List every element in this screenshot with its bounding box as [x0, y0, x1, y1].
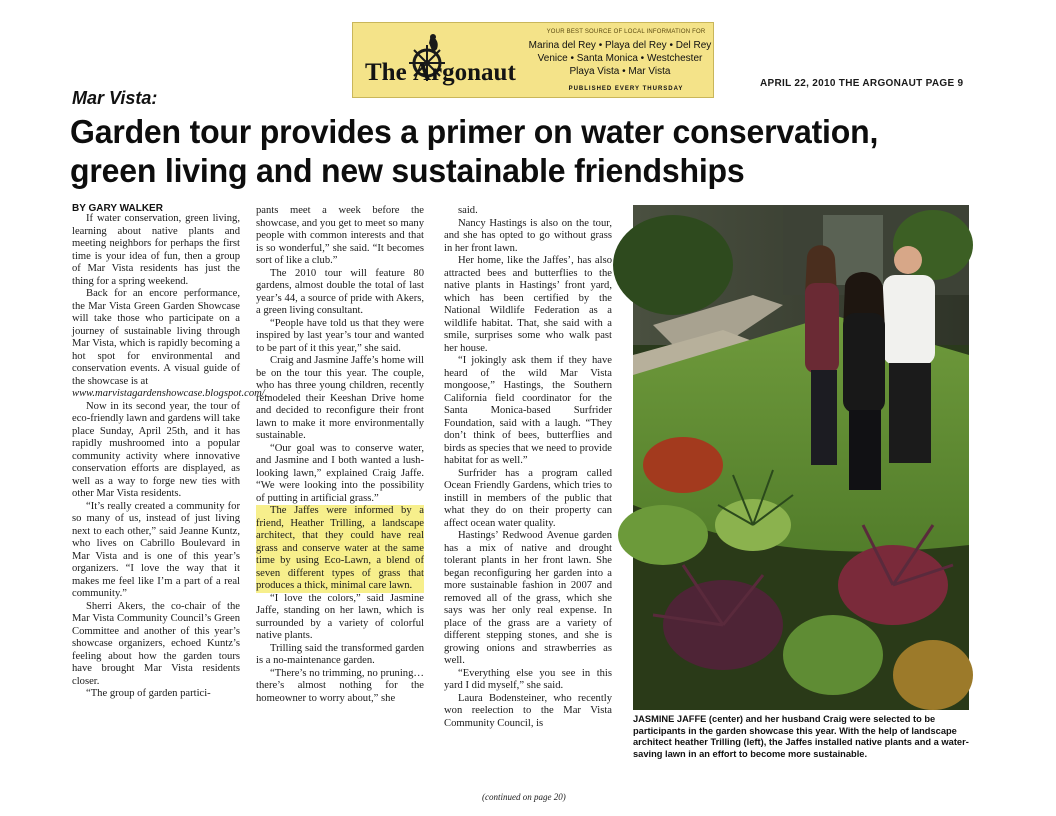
paragraph: Laura Bodensteiner, who recently won reelection to the Mar Vista Community Council, is [444, 692, 612, 729]
argonaut-logo [363, 33, 523, 89]
paragraph: “The group of garden partici- [86, 688, 211, 699]
masthead-area-line: Venice • Santa Monica • Westchester [537, 53, 703, 64]
article-column-2 [256, 205, 424, 795]
paragraph: “I love the colors,” said Jasmine Jaffe, standing on her lawn, which is surrounded by a variety of colorful native plants. [256, 592, 424, 641]
showcase-link[interactable]: www.marvistagardenshowcase.blogspot.com/. [72, 388, 268, 399]
article-column-1 [72, 213, 268, 803]
paragraph: “Our goal was to conserve water, and Jasmine and I both wanted a lush-looking lawn,” explained Craig Jaffe. “We were looking into the possibility of putting in artificial grass.” [256, 442, 424, 504]
paragraph: If water conservation, green living, learning about native plants and meeting neighbors for perhaps the first time is your idea of fun, then a group of Mar Vista residents has just the thing for a spring weekend. [72, 213, 240, 287]
highlighted-paragraph: The Jaffes were informed by a friend, Heather Trilling, a landscape architect, that they could have real grass and conserve water at the same time by using Eco-Lawn, a blend of seven different types of grass that produces a thick, minimal care lawn. [256, 505, 424, 591]
paragraph: Back for an encore performance, the Mar Vista Green Garden Showcase will take those who participate on a journey of sustainable living through Mar Vista, which is rapidly becoming a hot spot for environmental and conservation events. A visual guide of the showcase is at [72, 288, 240, 387]
garden-photo [633, 205, 969, 710]
masthead-the: The [365, 59, 407, 86]
paragraph: Nancy Hastings is also on the tour, and she has opted to go without grass in her front lawn. [444, 217, 612, 254]
paragraph: “I jokingly ask them if they have heard of the wild Mar Vista mongoose,” Hastings, the Southern California field coordinator for the Santa Monica-based Surfrider Foundation, said with a laugh. “They don’t think of bees, butterflies and birds as species that we need to provide habitat for as well.” [444, 355, 612, 466]
paragraph: Hastings’ Redwood Avenue garden has a mix of native and drought tolerant plants in her front lawn. She began reconfiguring her garden into a more sustainable fashion in 2007 and removed all of the grass, which she says was her only real expense. In place of the grass are a variety of different stepping stones, and she is growing onions and strawberries as well. [444, 530, 612, 666]
paragraph: Craig and Jasmine Jaffe’s home will be on the tour this year. The couple, who has three young children, recently remodeled their Keeshan Drive home and decided to reconfigure their front lawn to make it more environmentally sustainable. [256, 355, 424, 441]
masthead-published: PUBLISHED EVERY THURSDAY [568, 86, 684, 92]
paragraph: Trilling said the transformed garden is a no-maintenance garden. [256, 642, 424, 666]
paragraph: said. [458, 205, 478, 216]
paragraph: “Everything else you see in this yard I did myself,” she said. [444, 667, 612, 691]
paragraph: “People have told us that they were inspired by last year’s tour and wanted to be part of it this year,” she said. [256, 317, 424, 354]
masthead [352, 22, 714, 98]
paragraph: “There’s no trimming, no pruning… there’s almost nothing for the homeowner to worry about,” she [256, 667, 424, 704]
paragraph: Her home, like the Jaffes’, has also attracted bees and butterflies to the native plants in Hastings’ front yard, which has been certified by the National Wildlife Federation as a wildlife habitat. That, she said with a smile, surprises some who walk past her house. [444, 255, 612, 354]
paragraph: Sherri Akers, the co-chair of the Mar Vista Community Council’s Green Committee and another of this year’s showcase organizers, echoed Kuntz’s feeling about how the garden tours have brought Mar Vista residents closer. [72, 600, 240, 687]
masthead-area-line: Marina del Rey • Playa del Rey • Del Rey [528, 40, 712, 51]
article-column-3 [444, 205, 612, 795]
garden-photo-illustration [633, 205, 969, 710]
masthead-tagline: YOUR BEST SOURCE OF LOCAL INFORMATION FOR [546, 29, 706, 35]
article-headline: Garden tour provides a primer on water conservation, green living and new sustainable friendships [70, 113, 879, 189]
photo-caption: JASMINE JAFFE (center) and her husband Craig were selected to be participants in the garden showcase this year. With the help of landscape architect heather Trilling (left), the Jaffes installed native plants and a water-saving lawn in an effort to become more sustainable. [633, 714, 969, 759]
paragraph: Surfrider has a program called Ocean Friendly Gardens, which tries to instill in members of the public that what they do on their property can affect ocean water quality. [444, 467, 612, 529]
masthead-areas [525, 39, 715, 78]
byline: BY GARY WALKER [72, 203, 163, 214]
paragraph: The 2010 tour will feature 80 gardens, almost double the total of last year’s 44, a source of pride with Akers, a green living consultant. [256, 267, 424, 316]
section-kicker: Mar Vista: [72, 88, 158, 108]
page-dateline: APRIL 22, 2010 THE ARGONAUT PAGE 9 [760, 78, 964, 89]
masthead-name: Argonaut [413, 59, 516, 86]
paragraph: “It’s really created a community for so many of us, instead of just living next to each other,” said Jeanne Kuntz, who lives on Cabrillo Boulevard in Mar Vista and is one of this year’s organizers. “I love the way that it makes me feel like I’m a part of a real community.” [72, 500, 240, 599]
paragraph: Now in its second year, the tour of eco-friendly lawn and gardens will take place Sunday, April 25th, and it has rapidly mushroomed into a popular community activity where innovative conservation efforts are displayed, as well as a way to forge new ties with other Mar Vista residents. [72, 400, 240, 499]
masthead-area-line: Playa Vista • Mar Vista [569, 66, 671, 77]
paragraph: pants meet a week before the showcase, and you get to meet so many people with common interests and that is so wonderful,” she said. “It becomes sort of like a club.” [256, 205, 424, 266]
continued-notice: (continued on page 20) [482, 792, 566, 802]
